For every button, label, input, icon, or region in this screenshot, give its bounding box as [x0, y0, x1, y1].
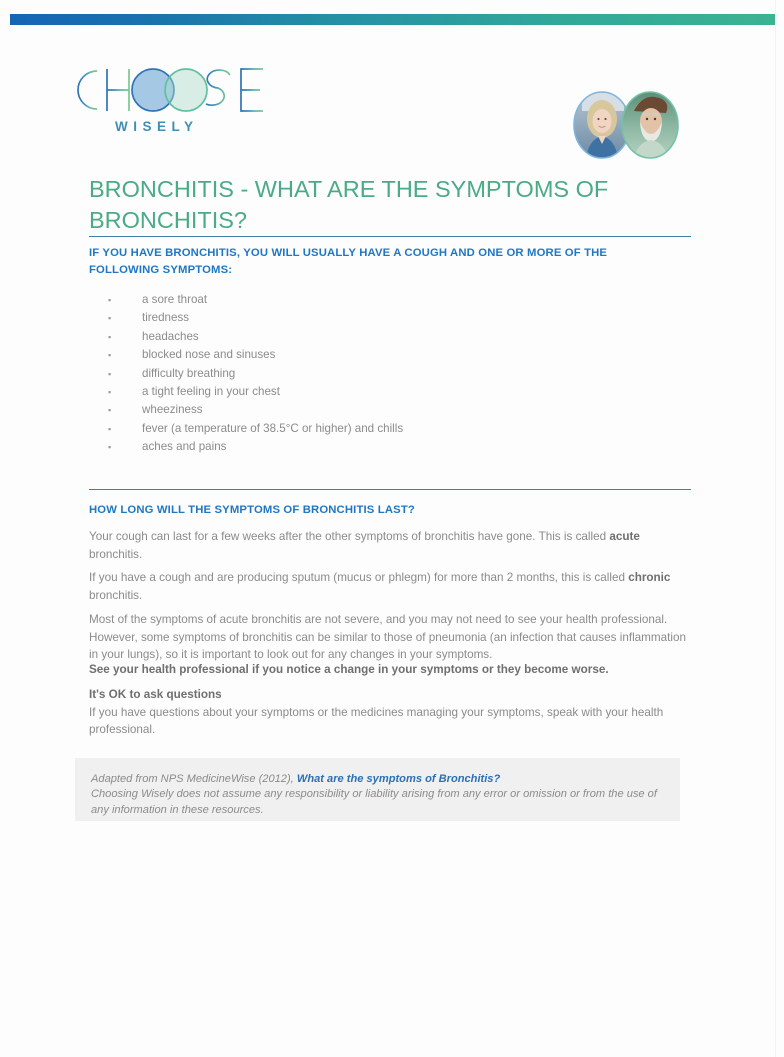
paragraph-advice-text: See your health professional if you notice a change in your symptoms or they become worse.	[89, 663, 609, 676]
section-divider-duration	[89, 489, 691, 490]
list-item-label: a sore throat	[142, 293, 208, 306]
list-item	[108, 291, 628, 309]
list-item	[108, 346, 628, 364]
paragraph-chronic	[89, 569, 687, 604]
attribution-disclaimer: Choosing Wisely does not assume any responsibility or liability arising from any error or omission or from the use of any information in these resources.	[91, 788, 657, 816]
emphasis-chronic: chronic	[628, 571, 671, 584]
list-item	[108, 365, 628, 383]
symptom-list	[108, 291, 628, 457]
section-heading-symptoms: IF YOU HAVE BRONCHITIS, YOU WILL USUALLY HAVE A COUGH AND ONE OR MORE OF THE FOLLOWING SYMPTOMS:	[89, 247, 608, 276]
paragraph-severity	[89, 611, 687, 664]
list-item-label: fever (a temperature of 38.5°C or higher) and chills	[142, 421, 404, 435]
paragraph-chronic-part1: If you have a cough and are producing sputum (mucus or phlegm) for more than 2 months, this is called	[89, 571, 629, 584]
list-item	[108, 420, 628, 438]
list-item	[108, 383, 628, 401]
bullet-icon: ▪	[108, 350, 112, 361]
attribution-source-prefix: Adapted from NPS MedicineWise (2012),	[91, 773, 297, 785]
section-divider-top	[89, 236, 691, 237]
bullet-icon: ▪	[108, 442, 112, 453]
bullet-icon: ▪	[108, 313, 112, 324]
choose-wisely-logo	[67, 58, 287, 136]
paragraph-questions-text: If you have questions about your symptoms or the medicines managing your symptoms, speak with your health professional.	[89, 705, 664, 737]
source-link[interactable]: What are the symptoms of Bronchitis?	[296, 773, 501, 785]
bullet-icon: ▪	[108, 295, 112, 305]
paragraph-acute-part2: bronchitis.	[89, 547, 143, 561]
bullet-icon: ▪	[108, 386, 112, 397]
list-item-label: blocked nose and sinuses	[142, 348, 276, 362]
list-item	[108, 328, 628, 346]
list-item-label: difficulty breathing	[142, 366, 236, 380]
header-photo-pair	[562, 89, 690, 161]
list-item-label: aches and pains	[142, 440, 227, 454]
paragraph-chronic-part2: bronchitis.	[89, 588, 143, 602]
bullet-icon: ▪	[108, 405, 112, 416]
section-heading-duration: HOW LONG WILL THE SYMPTOMS OF BRONCHITIS LAST?	[89, 504, 415, 516]
paragraph-severity-text: Most of the symptoms of acute bronchitis are not severe, and you may not need to see your health professional. However, some symptoms of bronchitis can be similar to those of pneumonia (an infection that causes inflammation in your lungs), so it is important to look out for any changes in your symptoms.	[89, 613, 686, 662]
list-item-label: wheeziness	[142, 403, 203, 417]
bullet-icon: ▪	[108, 368, 112, 379]
page-edge-right	[775, 0, 776, 1057]
list-item-label: tiredness	[142, 311, 190, 325]
list-item	[108, 401, 628, 419]
list-item-label: a tight feeling in your chest	[142, 384, 280, 398]
page-header	[0, 40, 784, 145]
list-item	[108, 438, 628, 456]
paragraph-questions-subhead: It's OK to ask questions	[89, 688, 222, 701]
page-title: BRONCHITIS - WHAT ARE THE SYMPTOMS OF BRONCHITIS?	[89, 175, 609, 233]
svg-text:WISELY: WISELY	[115, 119, 199, 134]
bullet-icon: ▪	[108, 423, 112, 434]
paragraph-acute-part1: Your cough can last for a few weeks after the other symptoms of bronchitis have gone. This is called	[89, 530, 610, 543]
bullet-icon: ▪	[108, 331, 112, 342]
paragraph-acute	[89, 528, 687, 563]
paragraph-advice	[89, 661, 687, 679]
emphasis-acute: acute	[609, 530, 640, 543]
paragraph-questions	[89, 686, 687, 739]
page-edge-left	[9, 0, 10, 1057]
list-item-label: headaches	[142, 329, 199, 343]
brand-gradient-band	[10, 12, 775, 23]
list-item	[108, 309, 628, 327]
attribution-box	[75, 758, 680, 821]
attribution-source-line	[91, 772, 664, 787]
